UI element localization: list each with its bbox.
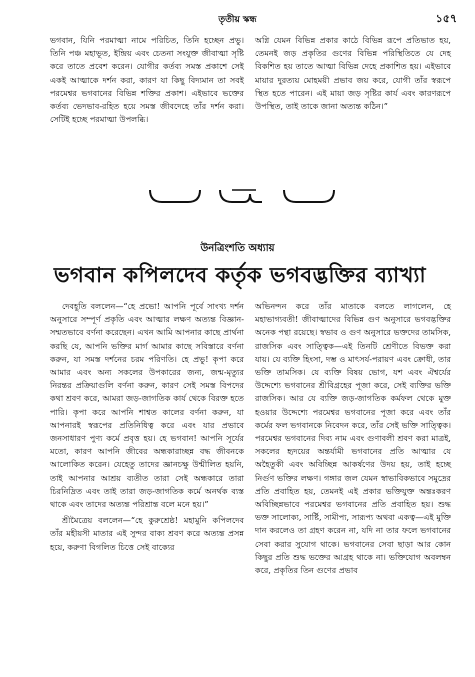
paragraph: অগ্নি যেমন বিভিন্ন প্রকার কাঠে বিভিন্ন রূপে প্রতিভাত হয়, তেমনই জড় প্রকৃতির গুণের বিভিন্ন পরিস্থিতিতে যে দেহ বিকশিত হয় তাতে আত্মা বিভিন্ন দেহে প্রকাশিত হয়। এইভাবে মায়ার দুরত্যয় মোহময়ী প্রভাব জয় করে, যোগী তাঁর স্বরূপে স্থিত হতে পারেন। এই মায়া জড় সৃষ্টির কার্য এবং কারণরূপে উপস্থিত, তাই তাকে জানা অত্যন্ত কঠিন।” — [255, 35, 451, 112]
top-left-column — [50, 34, 244, 126]
top-right-column — [255, 34, 451, 113]
chapter-title: ভগবান কপিলদেব কর্তৃক ভগবদ্ভক্তির ব্যাখ্যা — [53, 262, 427, 287]
paragraph: দেবহূতি বললেন—“হে প্রভো! আপনি পূর্বে সাংখ্য দর্শন অনুসারে সম্পূর্ণ প্রকৃতি এবং আত্মার লক্ষণ অত্যন্ত বিজ্ঞান-সম্মতভাবে বর্ণনা করেছেন। এখন আমি আপনার কাছে প্রার্থনা করছি যে, আপনি ভক্তির মার্গ আমার কাছে সবিস্তারে বর্ণনা করুন, যা সমস্ত দর্শনের চরম পরিণতি। হে প্রভু! কৃপা করে আমার এবং অন্য সকলের উপকারের জন্য, জন্ম-মৃত্যুর নিরন্তর প্রক্রিয়াগুলি বর্ণনা করুন, কারণ সেই সমস্ত বিপদের কথা শ্রবণ করে, আমরা জড়-জাগতিক কার্য থেকে বিরক্ত হতে পারি। কৃপা করে আপনি শাশ্বত কালের বর্ণনা করুন, যা আপনারই স্বরূপের প্রতিনিধিত্ব করে এবং যার প্রভাবে জনসাধারণ পুণ্য কর্মে প্রবৃত্ত হয়। হে ভগবান! আপনি সূর্যের মতো, কারণ আপনি জীবের অন্ধকারাচ্ছন্ন বদ্ধ জীবনকে আলোকিত করেন। যেহেতু তাদের জ্ঞানচক্ষু উন্মীলিত হয়নি, তাই আপনার আশ্রয় ব্যতীত তারা সেই অন্ধকারে তারা চিরনিদ্রিত এবং তাই তারা জড়-জাগতিক কর্মে অনর্থক ব্যস্ত থাকে এবং তাদের অত্যন্ত পরিশ্রান্ত বলে মনে হয়।” — [50, 301, 244, 510]
page-number: ১৫৭ — [435, 12, 457, 25]
bottom-right-column — [255, 300, 451, 577]
paragraph: শ্রীমৈত্রেয় বললেন—“হে কুরুশ্রেষ্ঠ! মহামুনি কপিলদেব তাঁর মহীয়সী মাতার এই সুন্দর বাক্য শ্রবণ করে অত্যন্ত প্রসন্ন হয়ে, করুণা বিগলিত চিত্তে সেই বাক্যের — [50, 515, 244, 552]
running-head — [0, 10, 475, 24]
bottom-left-column — [50, 300, 244, 554]
chapter-number: উনত্রিংশতি অধ্যায় — [200, 243, 275, 254]
paragraph: ভগবান, যিনি পরমাত্মা নামে পরিচিত, তিনি হচ্ছেন প্রভু। তিনি পঞ্চ মহাভূত, ইন্দ্রিয় এবং চেতনা সংযুক্ত জীবাত্মা সৃষ্টি করে তাতে প্রবেশ করেন। যোগীর কর্তব্য সমস্ত প্রকাশে সেই একই আত্মাকে দর্শন করা, কারণ যা কিছু বিদ্যমান তা সবই পরমেশ্বর ভগবানের বিভিন্ন শক্তির প্রকাশ। এইভাবে ভক্তের কর্তব্য ভেদভাব-রহিত হয়ে সমস্ত জীবদেহে তাঁর দর্শন করা। সেটিই হচ্ছে পরমাত্মা উপলব্ধি। — [50, 35, 244, 125]
ornament-center-left — [220, 190, 262, 202]
ornament-graphic — [0, 184, 475, 208]
ornament-right — [284, 190, 334, 202]
section-ornament — [0, 184, 475, 208]
paragraph: অভিনন্দন করে তাঁর মাতাকে বলতে লাগলেন, হে মহাভাগ্যবতী! জীবাত্মাদের বিভিন্ন গুণ অনুসারে ভগবদ্ভক্তির অনেক পন্থা রয়েছে। স্বভাব ও গুণ অনুসারে ভক্তদের তামসিক, রাজসিক এবং সাত্ত্বিক—এই তিনটি শ্রেণীতে বিভক্ত করা যায়। যে ব্যক্তি হিংসা, দম্ভ ও মাৎসর্য-পরায়ণ এবং ক্রোধী, তার ভক্তি তামসিক। যে ব্যক্তি বিষয় ভোগ, যশ এবং ঐশ্বর্যের উদ্দেশ্যে ভগবানের শ্রীবিগ্রহের পূজা করে, সেই ব্যক্তির ভক্তি রাজসিক। আর যে ব্যক্তি জড়-জাগতিক কর্মফল থেকে মুক্ত হওয়ার উদ্দেশ্যে পরমেশ্বর ভগবানের পূজা করে এবং তাঁর কর্মের ফল ভগবানকে নিবেদন করে, তাঁর সেই ভক্তি সাত্ত্বিক। পরমেশ্বর ভগবানের দিব্য নাম এবং গুণাবলী শ্রবণ করা মাত্রই, সকলের হৃদয়ের অন্তর্যামী ভগবানের প্রতি আত্মার যে অহৈতুকী এবং অবিচ্ছিন্ন আকর্ষণের উদয় হয়, তাই হচ্ছে নির্গুণ ভক্তির লক্ষণ। গঙ্গার জল যেমন স্বাভাবিকভাবে সমুদ্রের প্রতি প্রবাহিত হয়, তেমনই এই প্রকার ভক্তিযুক্ত অন্তঃকরণ অবিচ্ছিন্নভাবে পরমেশ্বর ভগবানের প্রতি প্রবাহিত হয়। শুদ্ধ ভক্ত সালোক্য, সার্ষ্টি, সামীপ্য, সারূপ্য অথবা একত্ব—এই মুক্তি দান করলেও তা গ্রহণ করেন না, যদি না তার ফলে ভগবানের সেবা করার সুযোগ থাকে। ভগবানের সেবা ছাড়া আর কোন কিছুর প্রতি শুদ্ধ ভক্তের আগ্রহ থাকে না। ভক্তিযোগ অবলম্বন করে, প্রকৃতির তিন গুণের প্রভাব — [255, 301, 451, 576]
ornament-left — [150, 190, 200, 202]
running-title: তৃতীয় স্কন্ধ — [218, 15, 257, 25]
